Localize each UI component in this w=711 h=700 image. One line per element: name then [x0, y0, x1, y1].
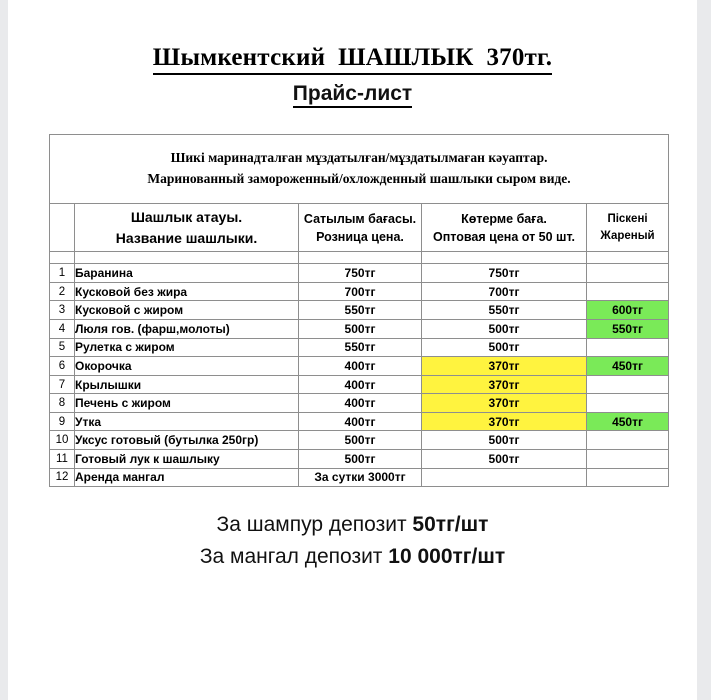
table-row — [50, 412, 669, 431]
row-retail-price: 500тг — [299, 450, 422, 469]
spacer-cell-wholesale — [422, 252, 587, 264]
spacer-cell-name — [75, 252, 299, 264]
row-number: 5 — [50, 338, 75, 357]
spacer-cell-num — [50, 252, 75, 264]
row-item-name: Печень с жиром — [75, 394, 299, 413]
row-fried-price — [587, 282, 669, 301]
header-fried-kz: Піскені — [607, 212, 648, 225]
deposit-grill-label: За мангал депозит — [199, 544, 389, 568]
table-row — [50, 282, 669, 301]
deposit-grill-amount: 10 000тг/шт — [388, 544, 506, 568]
row-number: 8 — [50, 394, 75, 413]
row-fried-price — [587, 450, 669, 469]
banner-cell — [50, 135, 669, 204]
row-item-name: Аренда мангал — [75, 468, 299, 487]
row-fried-price — [587, 394, 669, 413]
row-item-name: Люля гов. (фарш,молоты) — [75, 319, 299, 338]
row-item-name: Утка — [75, 412, 299, 431]
deposit-skewer-amount: 50тг/шт — [412, 513, 489, 537]
row-retail-price: 500тг — [299, 319, 422, 338]
table-row — [50, 468, 669, 487]
row-retail-price: 400тг — [299, 375, 422, 394]
table-row — [50, 357, 669, 376]
row-retail-price: 400тг — [299, 394, 422, 413]
row-number: 10 — [50, 431, 75, 450]
header-retail-kz: Сатылым бағасы. — [303, 211, 417, 226]
table-row — [50, 431, 669, 450]
header-name-ru: Название шашлыки. — [115, 229, 258, 246]
row-wholesale-price: 500тг — [422, 431, 587, 450]
price-list-page — [8, 0, 697, 700]
row-number: 6 — [50, 357, 75, 376]
row-fried-price: 450тг — [587, 412, 669, 431]
footer-notes — [8, 509, 697, 572]
deposit-skewer-line — [8, 509, 697, 541]
row-retail-price: 400тг — [299, 412, 422, 431]
row-number: 11 — [50, 450, 75, 469]
price-table-body — [50, 135, 669, 487]
header-name-kz: Шашлык атауы. — [130, 209, 243, 226]
deposit-grill-line — [8, 541, 697, 573]
row-wholesale-price: 700тг — [422, 282, 587, 301]
row-wholesale-price: 370тг — [422, 375, 587, 394]
header-name — [75, 204, 299, 252]
row-retail-price: 500тг — [299, 431, 422, 450]
banner-line-kz: Шикі маринадталған мұздатылған/мұздатылмаған кәуаптар. — [170, 150, 548, 166]
row-wholesale-price: 370тг — [422, 412, 587, 431]
row-retail-price: За сутки 3000тг — [299, 468, 422, 487]
row-retail-price: 550тг — [299, 301, 422, 320]
row-item-name: Уксус готовый (бутылка 250гр) — [75, 431, 299, 450]
row-item-name: Готовый лук к шашлыку — [75, 450, 299, 469]
table-row — [50, 264, 669, 283]
row-fried-price — [587, 375, 669, 394]
row-wholesale-price: 550тг — [422, 301, 587, 320]
price-table-wrap — [8, 134, 697, 487]
row-fried-price: 550тг — [587, 319, 669, 338]
spacer-row — [50, 252, 669, 264]
row-number: 1 — [50, 264, 75, 283]
table-row — [50, 375, 669, 394]
row-retail-price: 750тг — [299, 264, 422, 283]
row-number: 2 — [50, 282, 75, 301]
row-fried-price: 600тг — [587, 301, 669, 320]
header-row — [50, 204, 669, 252]
row-wholesale-price: 750тг — [422, 264, 587, 283]
row-wholesale-price: 370тг — [422, 357, 587, 376]
row-wholesale-price: 370тг — [422, 394, 587, 413]
header-retail — [299, 204, 422, 252]
row-wholesale-price — [422, 468, 587, 487]
subtitle-wrap — [8, 82, 697, 108]
table-row — [50, 301, 669, 320]
row-number: 7 — [50, 375, 75, 394]
row-number: 3 — [50, 301, 75, 320]
row-item-name: Рулетка с жиром — [75, 338, 299, 357]
row-item-name: Кусковой с жиром — [75, 301, 299, 320]
row-item-name: Окорочка — [75, 357, 299, 376]
row-retail-price: 400тг — [299, 357, 422, 376]
row-number: 12 — [50, 468, 75, 487]
row-fried-price — [587, 468, 669, 487]
spacer-cell-retail — [299, 252, 422, 264]
table-row — [50, 394, 669, 413]
banner-line-ru: Маринованный замороженный/охложденный шашлыки сыром виде. — [147, 171, 571, 187]
row-fried-price — [587, 338, 669, 357]
header-fried-ru: Жареный — [600, 229, 655, 242]
row-item-name: Баранина — [75, 264, 299, 283]
spacer-cell-fried — [587, 252, 669, 264]
header-wholesale-kz: Көтерме баға. — [461, 211, 547, 226]
row-item-name: Крылышки — [75, 375, 299, 394]
header-retail-ru: Розница цена. — [316, 229, 404, 244]
page-subtitle: Прайс-лист — [293, 82, 412, 108]
row-retail-price: 700тг — [299, 282, 422, 301]
row-number: 9 — [50, 412, 75, 431]
title-block — [8, 0, 697, 108]
row-retail-price: 550тг — [299, 338, 422, 357]
row-fried-price: 450тг — [587, 357, 669, 376]
row-fried-price — [587, 431, 669, 450]
header-wholesale — [422, 204, 587, 252]
row-number: 4 — [50, 319, 75, 338]
row-wholesale-price: 500тг — [422, 338, 587, 357]
row-fried-price — [587, 264, 669, 283]
row-wholesale-price: 500тг — [422, 319, 587, 338]
row-wholesale-price: 500тг — [422, 450, 587, 469]
banner-row — [50, 135, 669, 204]
header-wholesale-ru: Оптовая цена от 50 шт. — [433, 229, 575, 244]
row-item-name: Кусковой без жира — [75, 282, 299, 301]
table-row — [50, 450, 669, 469]
deposit-skewer-label: За шампур депозит — [216, 513, 413, 537]
price-table — [49, 134, 669, 487]
table-row — [50, 338, 669, 357]
table-row — [50, 319, 669, 338]
header-fried — [587, 204, 669, 252]
header-num — [50, 204, 75, 252]
page-title: Шымкентский ШАШЛЫК 370тг. — [153, 44, 552, 75]
